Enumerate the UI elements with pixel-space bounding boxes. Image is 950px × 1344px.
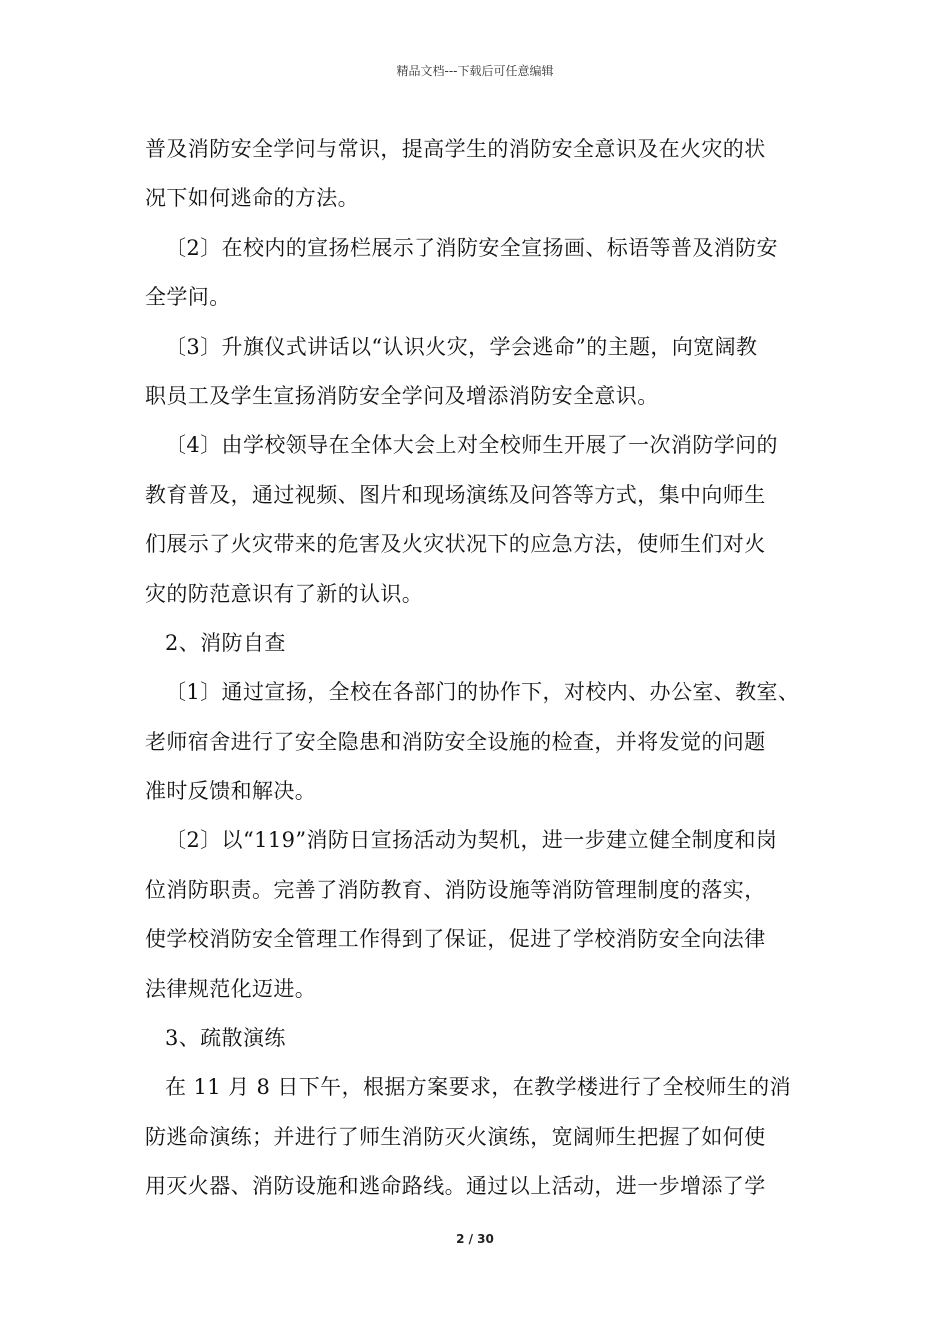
text-line: 2、消防自查: [165, 630, 286, 655]
text-line: 准时反馈和解决。: [145, 779, 317, 804]
text-line: 用灭火器、消防设施和逃命路线。通过以上活动，进一步增添了学: [145, 1174, 766, 1199]
text-line: 在 11 月 8 日下午，根据方案要求，在教学楼进行了全校师生的消: [165, 1075, 791, 1100]
text-line: 〔4〕由学校领导在全体大会上对全校师生开展了一次消防学问的: [165, 433, 778, 458]
text-line: 们展示了火灾带来的危害及火灾状况下的应急方法，使师生们对火: [145, 532, 766, 557]
page-number: 2 / 30: [456, 1232, 494, 1246]
text-line: 老师宿舍进行了安全隐患和消防安全设施的检查，并将发觉的问题: [145, 729, 766, 754]
text-line: 况下如何逃命的方法。: [145, 186, 359, 211]
text-line: 法律规范化迈进。: [145, 976, 317, 1001]
text-line: 使学校消防安全管理工作得到了保证，促进了学校消防安全向法律: [145, 927, 766, 952]
text-line: 全学问。: [145, 285, 231, 310]
text-line: 3、疏散演练: [165, 1026, 286, 1051]
text-line: 教育普及，通过视频、图片和现场演练及问答等方式，集中向师生: [145, 482, 766, 507]
document-body: [145, 125, 815, 1212]
text-line: 普及消防安全学问与常识，提高学生的消防安全意识及在火灾的状: [145, 137, 766, 161]
page-header: 精品文档---下载后可任意编辑: [396, 64, 554, 78]
text-line: 〔3〕升旗仪式讲话以“认识火灾，学会逃命”的主题，向宽阔教: [165, 334, 758, 359]
text-line: 防逃命演练；并进行了师生消防灭火演练，宽阔师生把握了如何使: [145, 1124, 766, 1149]
text-line: 灾的防范意识有了新的认识。: [145, 581, 424, 606]
text-line: 〔1〕通过宣扬，全校在各部门的协作下，对校内、办公室、教室、: [165, 680, 800, 705]
text-line: 〔2〕以“119”消防日宣扬活动为契机，进一步建立健全制度和岗: [165, 828, 778, 853]
text-line: 〔2〕在校内的宣扬栏展示了消防安全宣扬画、标语等普及消防安: [165, 235, 778, 260]
text-line: 位消防职责。完善了消防教育、消防设施等消防管理制度的落实，: [145, 877, 766, 902]
text-line: 职员工及学生宣扬消防安全学问及增添消防安全意识。: [145, 383, 659, 408]
